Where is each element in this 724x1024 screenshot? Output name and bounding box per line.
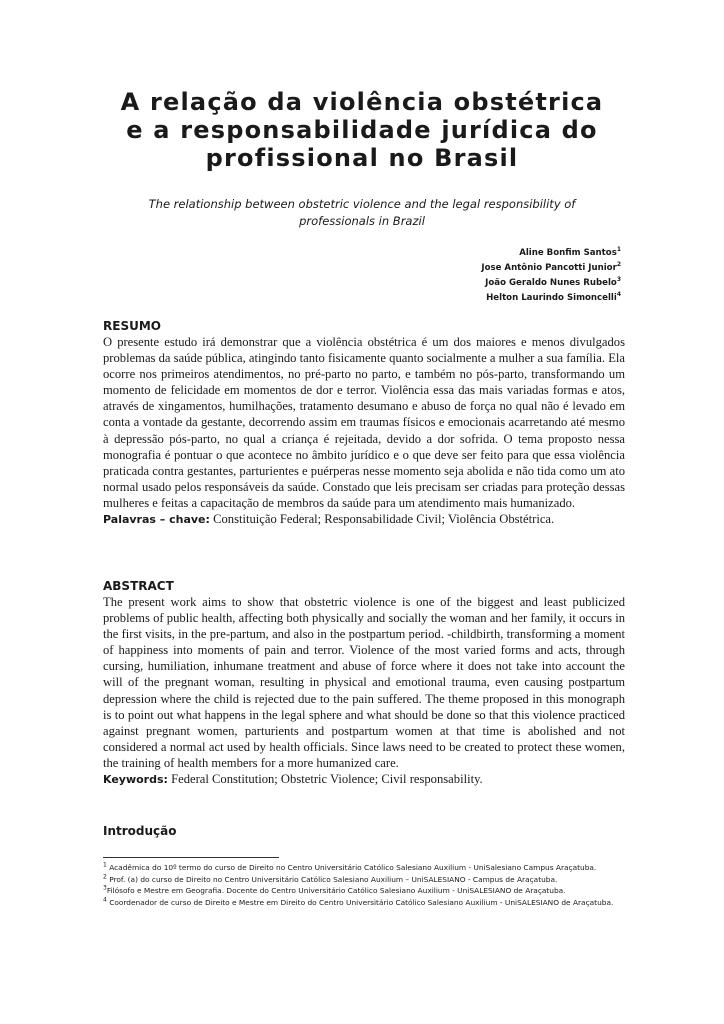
footnote — [103, 874, 625, 886]
author-line — [481, 261, 621, 276]
footnote-text: Filósofo e Mestre em Geografia. Docente do Centro Universitário Católico Salesiano Auxilium - UniSALESIANO de Araçatuba. — [106, 886, 566, 896]
footnote-text: Prof. (a) do curso de Direito no Centro Universitário Católico Salesiano Auxilium – UniSALESIANO - Campus de Araçatuba. — [109, 874, 558, 884]
keywords-label: Palavras – chave: — [103, 513, 210, 527]
author-line — [481, 291, 621, 306]
introducao-section — [103, 823, 625, 839]
resumo-heading: RESUMO — [103, 319, 161, 333]
footnote-text: Acadêmica do 10º termo do curso de Direito no Centro Universitário Católico Salesiano Auxilium - UniSalesiano Campus Araçatuba. — [109, 863, 597, 872]
keywords-value: Federal Constitution; Obstetric Violence; Civil responsability. — [171, 772, 483, 787]
abstract-keywords — [103, 771, 625, 788]
footnote-divider — [103, 857, 279, 858]
author-name: João Geraldo Nunes Rubelo — [485, 278, 617, 288]
author-list — [481, 246, 621, 306]
footnote-marker: 3 — [616, 276, 621, 284]
footnote — [103, 897, 625, 909]
author-line — [481, 276, 621, 291]
footnote-marker: 1 — [616, 246, 621, 254]
resumo-section — [103, 318, 625, 528]
footnote-marker: 4 — [616, 291, 621, 299]
footnote-marker: 2 — [103, 873, 107, 881]
footnote — [103, 862, 625, 874]
author-line — [481, 246, 621, 261]
footnote-marker: 1 — [103, 861, 107, 869]
abstract-text: The present work aims to show that obstetric violence is one of the biggest and least publicized problems of public health, affecting both physically and socially the woman and her family, it occurs in the first visits, in the pre-partum, and also in the postpartum period. -childbirth, transforming a moment of happiness into moments of pain and terror. Violence of the most varied forms and acts, through cursing, humiliation, inhumane treatment and abuse of force where it does not take into account the will of the pregnant woman, resulting in physical and emotional trauma, even causing postpartum depression where the child is rejected due to the pain suffered. The theme proposed in this monograph is to point out what happens in the legal sphere and what should be done so that this violence practiced against pregnant women, parturients and postpartum women at that time is abolished and not considered a normal act used by health officials. Since laws need to be created to protect these women, the training of health members for a more humanized care. — [103, 595, 625, 770]
abstract-section — [103, 578, 625, 788]
keywords-value: Constituição Federal; Responsabilidade Civil; Violência Obstétrica. — [213, 512, 555, 527]
paper-title: A relação da violência obstétrica e a responsabilidade jurídica do profissional no Brasil — [120, 88, 604, 172]
author-name: Helton Laurindo Simoncelli — [486, 293, 617, 303]
footnote-marker: 4 — [103, 896, 107, 904]
author-name: Aline Bonfim Santos — [519, 248, 617, 258]
resumo-text: O presente estudo irá demonstrar que a violência obstétrica é um dos maiores e menos divulgados problemas da saúde pública, atingindo tanto fisicamente quanto socialmente a mulher a sua família. Ela ocorre nos primeiros atendimentos, no pré-parto no parto, e também no pós-parto, transformando um momento de felicidade em momentos de dor e terror. Violência essa das mais variadas formas e atos, através de xingamentos, humilhações, tratamento desumano e abuso de força no qual não é levado em conta a vontade da gestante, decorrendo assim em traumas físicos e emocionais acarretando até mesmo à depressão pós-parto, no qual a criança é rejeitada, devido a dor sofrida. O tema proposto nessa monografia é pontuar o que acontece no âmbito jurídico e o que deve ser feito para que essa violência praticada contra gestantes, parturientes e puérperas nesse momento seja abolida e não tida como um ato normal usado pelos responsáveis da saúde. Constado que leis precisam ser criadas para proteção dessas mulheres e feitas a capacitação de membros da saúde para um atendimento mais humanizado. — [103, 335, 625, 510]
resumo-keywords — [103, 511, 625, 528]
footnote-marker: 3 — [103, 884, 107, 892]
footnote-text: Coordenador de curso de Direito e Mestre em Direito do Centro Universitário Católico Salesiano Auxilium - UniSALESIANO de Araçatuba. — [109, 897, 614, 907]
footnote — [103, 885, 625, 897]
author-name: Jose Antônio Pancotti Junior — [481, 263, 617, 273]
introducao-heading: Introdução — [103, 824, 177, 838]
paper-subtitle: The relationship between obstetric violence and the legal responsibility of professionals in Brazil — [148, 197, 576, 228]
footnotes — [103, 862, 625, 908]
abstract-heading: ABSTRACT — [103, 579, 174, 593]
keywords-label: Keywords: — [103, 773, 168, 787]
footnote-marker: 2 — [616, 261, 621, 269]
